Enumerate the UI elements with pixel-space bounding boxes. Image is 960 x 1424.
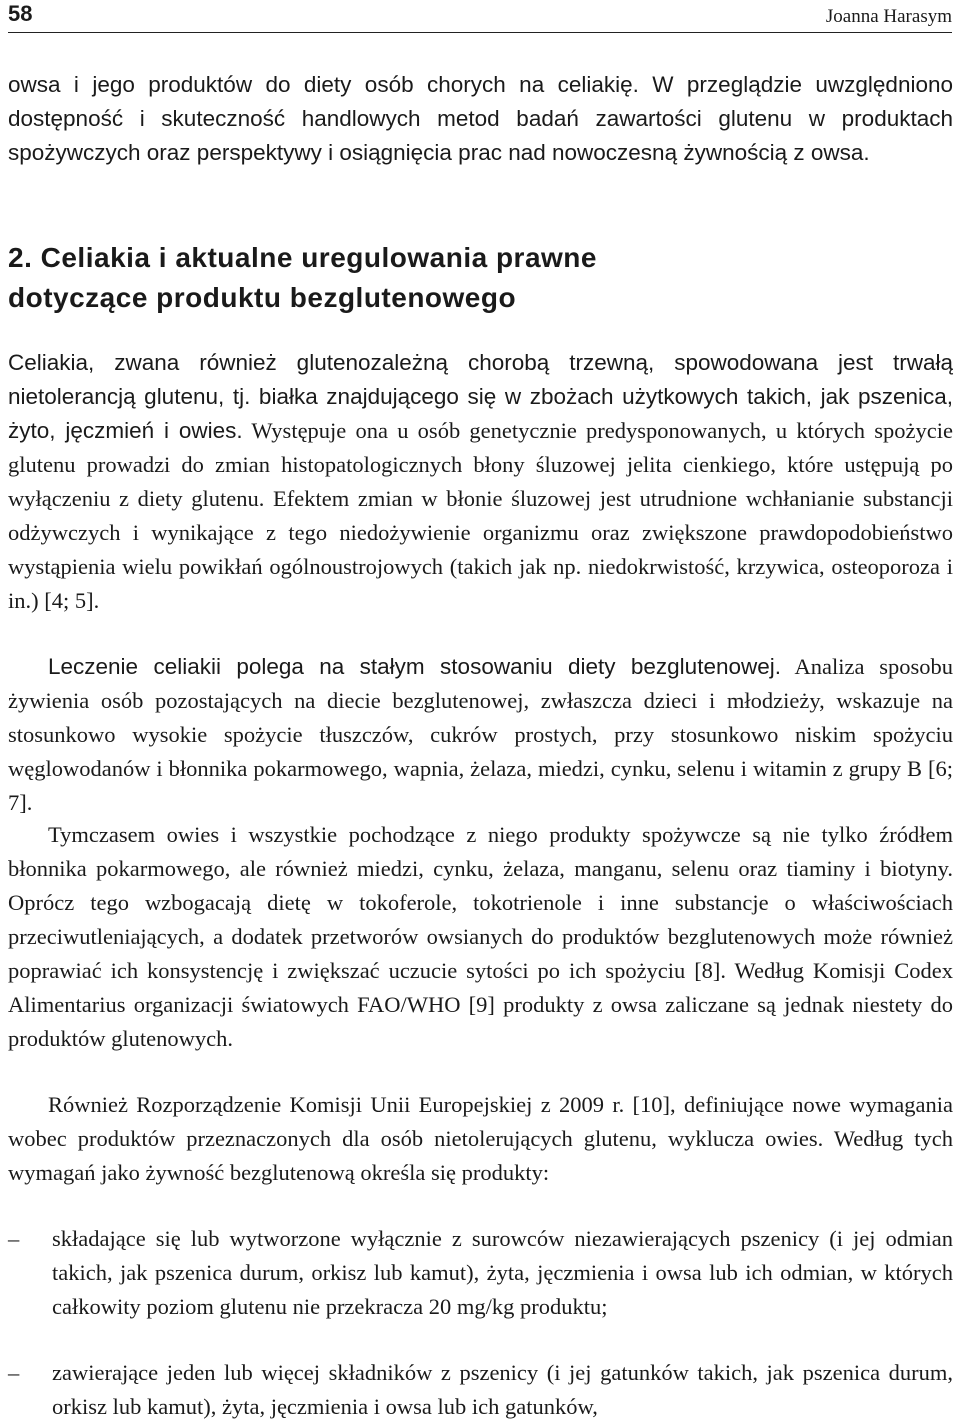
paragraph-celiakia — [8, 346, 953, 618]
list-item-2: zawierające jeden lub więcej składników z pszenicy (i jej gatunków takich, jak pszenica durum, orkisz lub kamut), żyta, jęczmienia i owsa lub ich gatunków, — [52, 1360, 953, 1419]
list-bullet-2: – — [8, 1360, 20, 1385]
paragraph-celiakia-part-3: Efektem zmian w błonie śluzowej jest utrudnione wchłanianie substancji odżywczych i wynikające z tego niedożywienie organizmu oraz zwiększone prawdopodobieństwo wystąpienia wielu powikłań ogólnoustrojowych (takich jak np. niedokrwistość, krzywica, osteoporoza i in.) [4; 5]. — [8, 486, 954, 613]
paragraph-leczenie-part-2: Analiza sposobu żywienia osób pozostających na diecie bezglutenowej, zwłaszcza dzieci i młodzieży, wskazuje na stosunkowo wysokie spożycie tłuszczów, cukrów prostych, przy stosunkowo niskim spożyciu węglowodanów i błonnika pokarmowego, wapnia, żelaza, miedzi, cynku, selenu i witamin z grupy B [6; 7]. — [8, 654, 953, 815]
paragraph-leczenie — [8, 650, 953, 820]
list-bullet-1: – — [8, 1226, 20, 1251]
section-title-line-2: dotyczące produktu bezglutenowego — [8, 282, 517, 313]
section-number: 2. — [8, 242, 33, 273]
paragraph-leczenie-part-1: Leczenie celiakii polega na stałym stosowaniu diety bezglutenowej. — [48, 654, 781, 679]
intro-paragraph: owsa i jego produktów do diety osób chorych na celiakię. W przeglądzie uwzględniono dostępność i skuteczność handlowych metod badań zawartości glutenu w produktach spożywczych oraz perspektywy i osiągnięcia prac nad nowoczesną żywnością z owsa. — [8, 72, 953, 165]
paragraph-celiakia-part-2: Występuje ona u osób genetycznie predysponowanych, u których spożycie glutenu prowadzi do zmian histopatologicznych błony śluzowej jelita cienkiego, które ustępują po wyłączeniu z diety glutenu. — [8, 418, 953, 511]
section-heading — [8, 238, 953, 318]
page-header — [8, 0, 952, 33]
paragraph-owies: Tymczasem owies i wszystkie pochodzące z niego produkty spożywcze są nie tylko źródłem błonnika pokarmowego, ale również miedzi, cynku, żelaza, manganu, selenu oraz tiaminy i biotyny. Oprócz tego wzbogacają dietę w tokoferole, tokotrienole i inne substancje o właściwościach przeciwutleniających, a dodatek przetworów owsianych do produktów bezglutenowych może również poprawiać ich konsystencję i zwiększać uczucie sytości po ich spożyciu [8]. Według Komisji Codex Alimentarius organizacji światowych FAO/WHO [9] produkty z owsa zaliczane są jednak niestety do produktów glutenowych. — [8, 822, 953, 1051]
paragraph-rozporzadzenie: Również Rozporządzenie Komisji Unii Europejskiej z 2009 r. [10], definiujące nowe wymagania wobec produktów przeznaczonych dla osób nietolerujących glutenu, wyklucza owies. Według tych wymagań jako żywność bezglutenową określa się produkty: — [8, 1092, 953, 1185]
paragraph-celiakia-part-1: Celiakia, zwana również glutenozależną chorobą trzewną, spowodowana jest trwałą nietolerancją glutenu, tj. białka znajdującego się w zbożach użytkowych takich, jak pszenica, żyto, jęczmień i owies. — [8, 350, 953, 443]
section-heading-line-1 — [8, 238, 953, 278]
section-title-line-1: Celiakia i aktualne uregulowania prawne — [40, 242, 597, 273]
page-number: 58 — [8, 1, 33, 26]
list-item-1: składające się lub wytworzone wyłącznie z surowców niezawierających pszenicy (i jej odmian takich, jak pszenica durum, orkisz lub kamut), żyta, jęczmienia i owsa lub ich odmian, w których całkowity poziom glutenu nie przekracza 20 mg/kg produktu; — [52, 1226, 953, 1319]
running-head-author: Joanna Harasym — [825, 6, 952, 27]
